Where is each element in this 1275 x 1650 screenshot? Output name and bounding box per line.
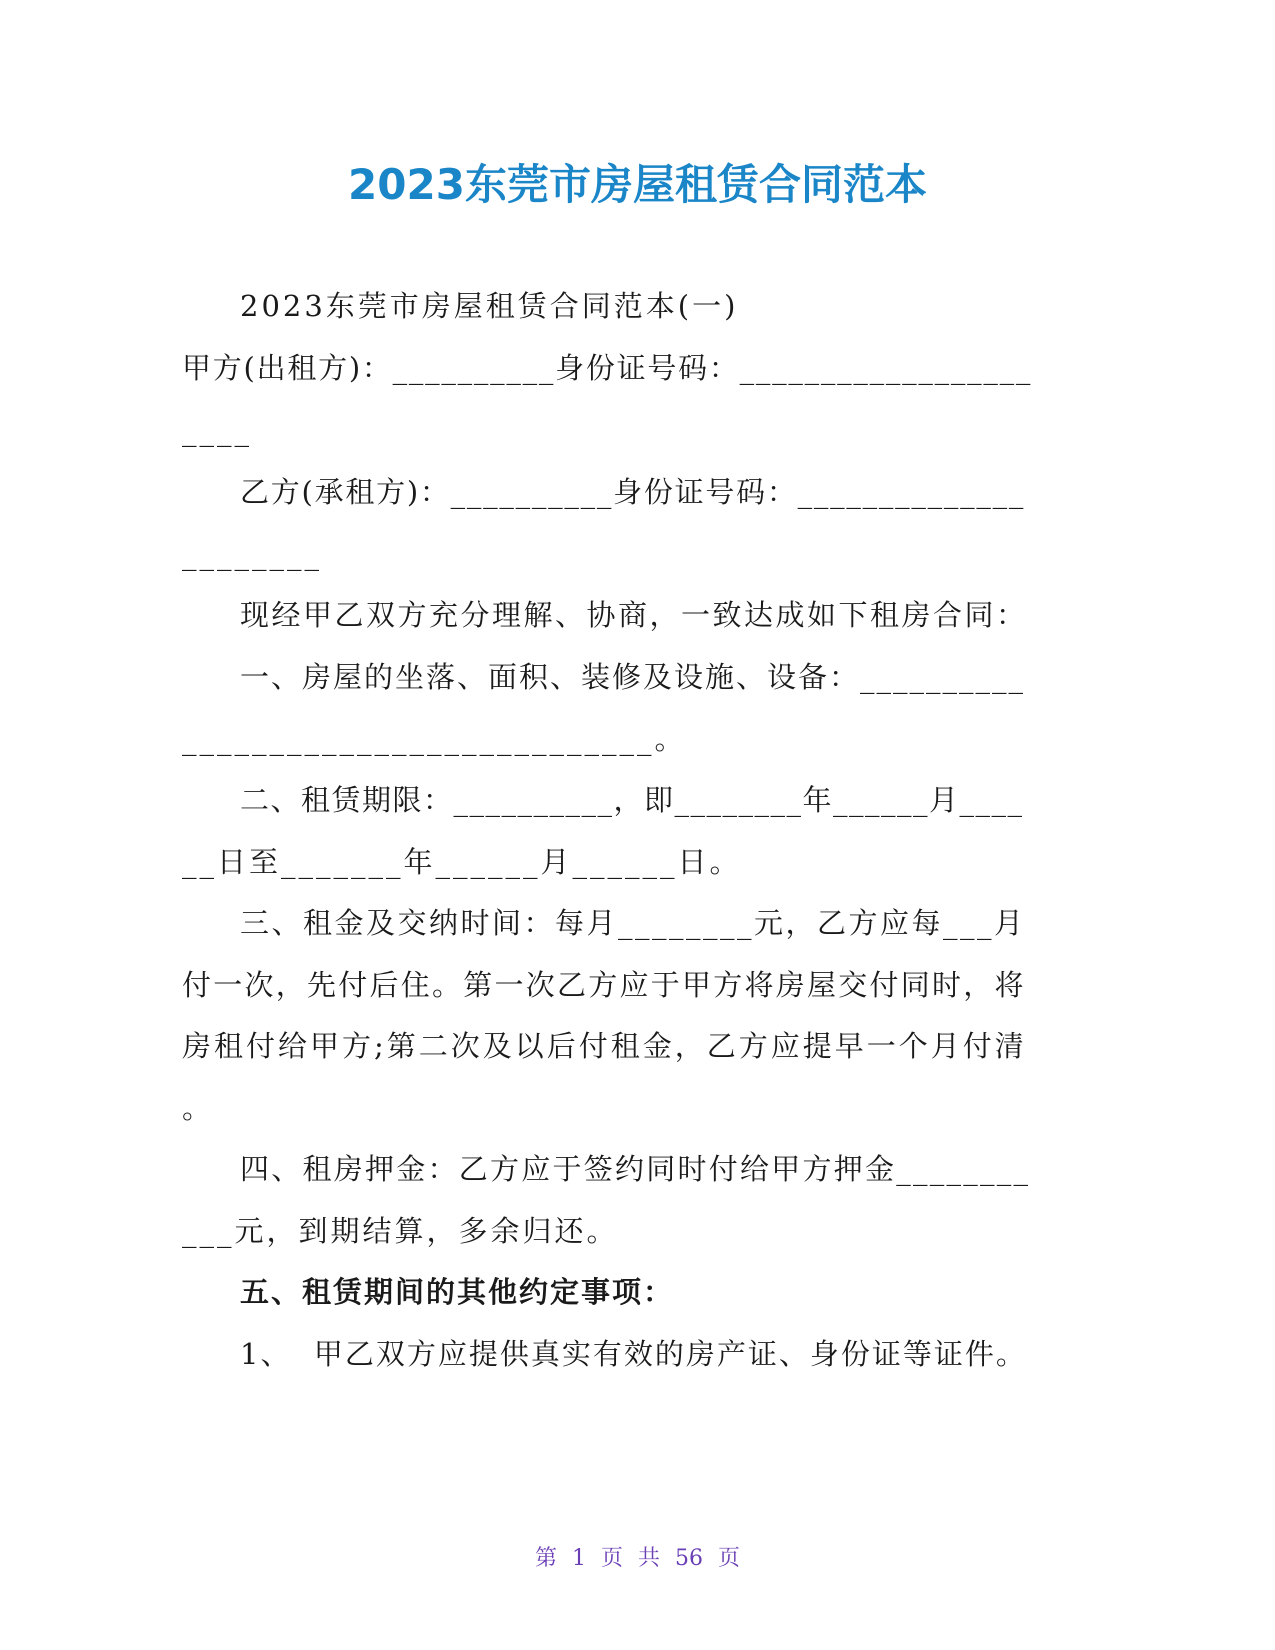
clause-1-line: 一、房屋的坐落、面积、装修及设施、设备：__________ [240, 660, 1026, 694]
document-title: 2023东莞市房屋租赁合同范本 [348, 160, 927, 209]
clause-1-line-cont: ___________________________。 [182, 722, 687, 756]
clause-5-heading: 五、租赁期间的其他约定事项： [240, 1275, 675, 1309]
clause-3-line: 三、租金及交纳时间：每月________元，乙方应每___月 [240, 906, 1026, 940]
party-b-line-cont: ________ [182, 537, 322, 571]
page-footer: 第 1 页 共 56 页 [535, 1546, 740, 1571]
clause-3-line-2: 付一次，先付后住。第一次乙方应于甲方将房屋交付同时，将 [182, 968, 1026, 1002]
clause-5-item-1: 1、 甲乙双方应提供真实有效的房产证、身份证等证件。 [240, 1337, 1027, 1371]
clause-4-line: 四、租房押金：乙方应于签约同时付给甲方押金________ [240, 1152, 1031, 1186]
clause-3-line-3: 房租付给甲方;第二次及以后付租金，乙方应提早一个月付清 [182, 1029, 1027, 1063]
clause-2-line: 二、租赁期限：__________，即________年______月____ [240, 783, 1024, 817]
party-a-line: 甲方(出租方)：__________身份证号码：__________________ [182, 351, 1033, 385]
clause-2-line-cont: __日至_______年______月______日。 [182, 845, 742, 879]
clause-4-line-cont: ___元，到期结算，多余归还。 [182, 1214, 619, 1248]
party-b-line: 乙方(承租方)：__________身份证号码：______________ [240, 475, 1026, 509]
preamble-paragraph: 现经甲乙双方充分理解、协商，一致达成如下租房合同： [240, 598, 1028, 632]
contract-subtitle: 2023东莞市房屋租赁合同范本(一) [240, 289, 739, 323]
party-a-line-cont: ____ [182, 413, 252, 447]
clause-3-line-4: 。 [182, 1091, 215, 1125]
